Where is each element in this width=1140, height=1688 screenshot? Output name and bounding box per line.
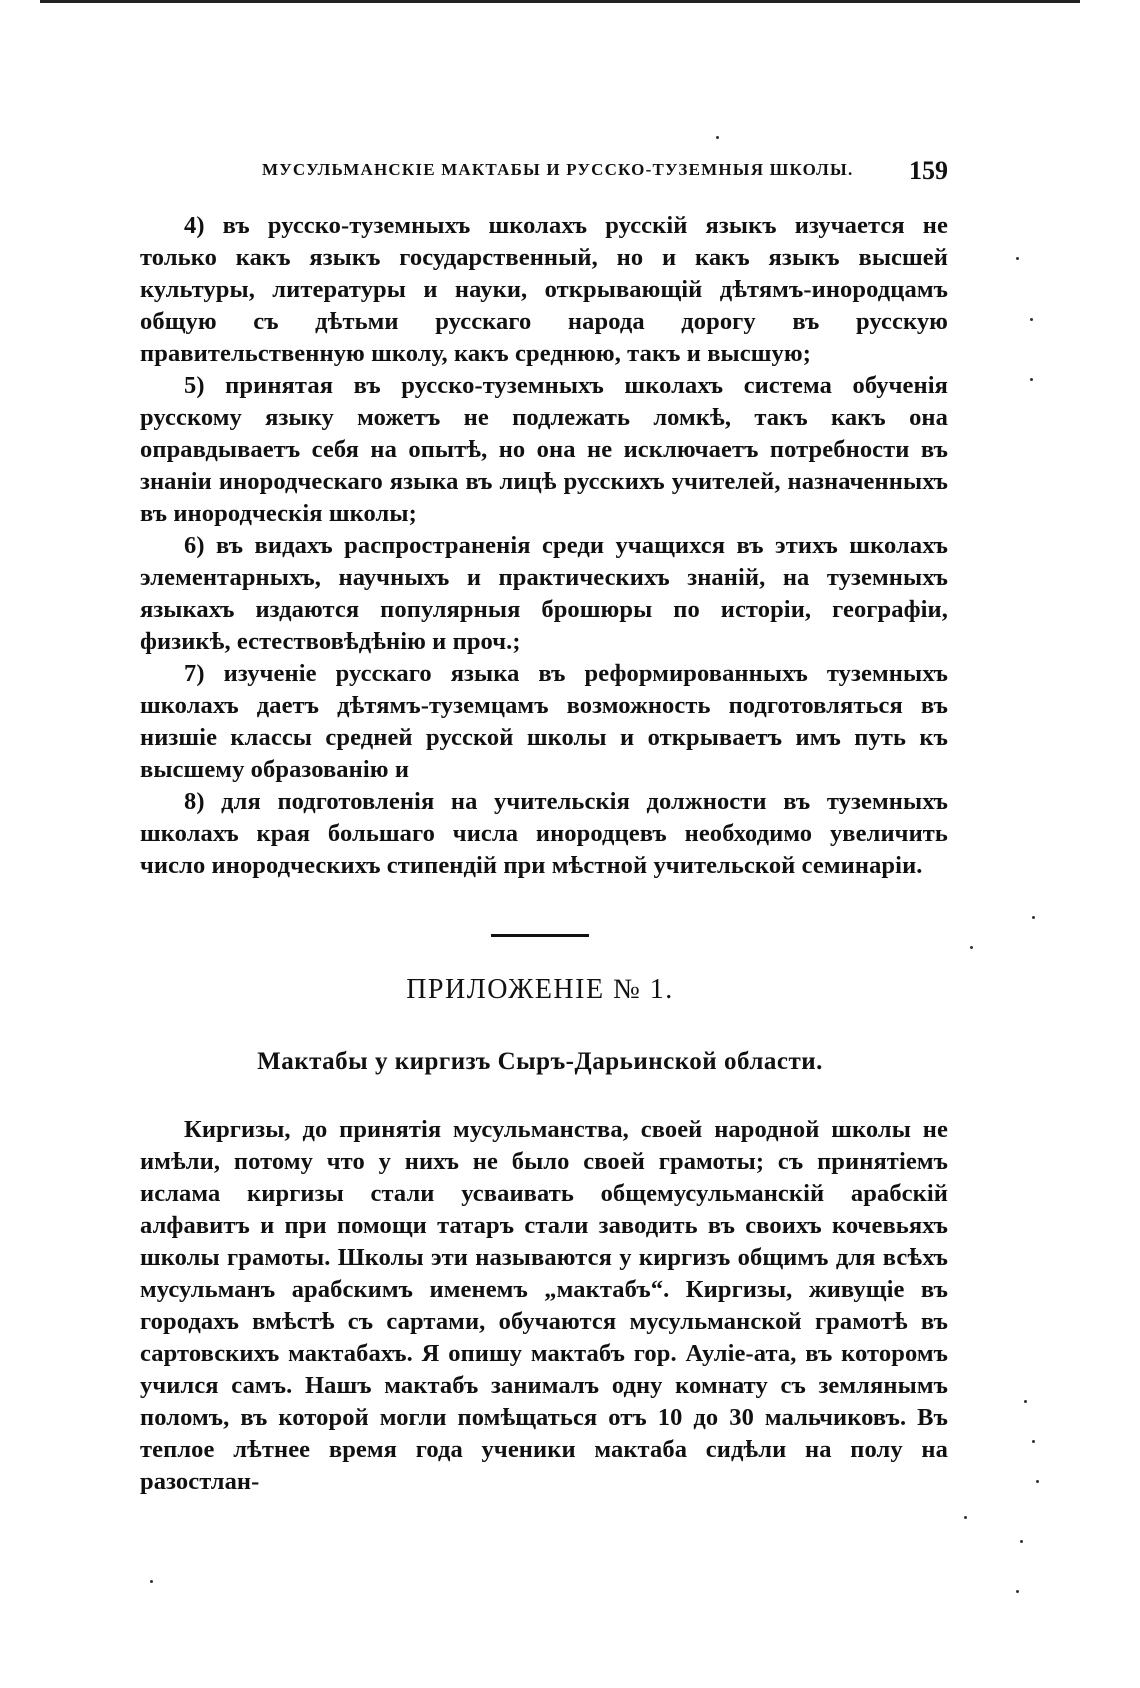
scan-speck: [150, 1580, 153, 1583]
list-item: 6) въ видахъ распространенія среди учащихся въ этихъ школахъ элементарныхъ, научныхъ и практическихъ знаній, на туземныхъ языкахъ издаются популярныя брошюры по исторіи, географіи, физикѣ, естествовѣдѣнію и проч.;: [140, 532, 948, 655]
list-item: 4) въ русско-туземныхъ школахъ русскій языкъ изучается не только какъ языкъ государственный, но и какъ языкъ высшей культуры, литературы и науки, открывающій дѣтямъ-инородцамъ общую съ дѣтьми русскаго народа дорогу въ русскую правительственную школу, какъ среднюю, такъ и высшую;: [140, 212, 948, 367]
section-divider: [491, 934, 589, 937]
scan-speck: [1016, 257, 1019, 260]
appendix-heading: ПРИЛОЖЕНІЕ № 1.: [406, 974, 674, 1005]
scan-speck: [1016, 1590, 1019, 1593]
running-head: МУСУЛЬМАНСКІЕ МАКТАБЫ И РУССКО-ТУЗЕМНЫЯ ШКОЛЫ.: [262, 160, 854, 179]
list-item: 5) принятая въ русско-туземныхъ школахъ система обученія русскому языку можетъ не подлежать ломкѣ, такъ какъ она оправдываетъ себя на опытѣ, но она не исключаетъ потребности въ знаніи инородческаго языка въ лицѣ русскихъ учителей, назначенныхъ въ инородческія школы;: [140, 372, 948, 527]
scan-speck: [964, 1516, 967, 1519]
top-edge-rule: [40, 0, 1080, 3]
numbered-items: [140, 210, 948, 882]
page-number: 159: [909, 156, 948, 185]
section-title: Мактабы у киргизъ Сыръ-Дарьинской области.: [257, 1048, 823, 1075]
list-item: 8) для подготовленія на учительскія должности въ туземныхъ школахъ края большаго числа инородцевъ необходимо увеличить число инородческихъ стипендій при мѣстной учительской семинаріи.: [140, 788, 948, 879]
scan-speck: [1036, 1480, 1039, 1483]
scan-speck: [1030, 378, 1033, 381]
scan-speck: [1020, 1540, 1023, 1543]
scan-speck: [970, 946, 973, 949]
scan-speck: [716, 136, 719, 139]
paragraph: Киргизы, до принятія мусульманства, своей народной школы не имѣли, потому что у нихъ не было своей грамоты; съ принятіемъ ислама киргизы стали усваивать общемусульманскій арабскій алфавитъ и при помощи татаръ стали заводить въ своихъ кочевьяхъ школы грамоты. Школы эти называются у киргизъ общимъ для всѣхъ мусульманъ арабскимъ именемъ „мактабъ“. Киргизы, живущіе въ городахъ вмѣстѣ съ сартами, обучаются мусульманской грамотѣ въ сартовскихъ мактабахъ. Я опишу мактабъ гор. Ауліе-ата, въ которомъ учился самъ. Нашъ мактабъ занималъ одну комнату съ землянымъ поломъ, въ которой могли помѣщаться отъ 10 до 30 мальчиковъ. Въ теплое лѣтнее время года ученики мактаба сидѣли на полу на разостлан-: [140, 1116, 948, 1495]
scan-speck: [1032, 1440, 1035, 1443]
page-header: [252, 156, 948, 190]
scan-speck: [1032, 916, 1035, 919]
body-text: [140, 1114, 948, 1498]
list-item: 7) изученіе русскаго языка въ реформированныхъ туземныхъ школахъ даетъ дѣтямъ-туземцамъ возможность подготовляться въ низшіе классы средней русской школы и открываетъ имъ путь къ высшему образованію и: [140, 660, 948, 783]
scan-speck: [1024, 1400, 1027, 1403]
scan-speck: [1030, 318, 1033, 321]
